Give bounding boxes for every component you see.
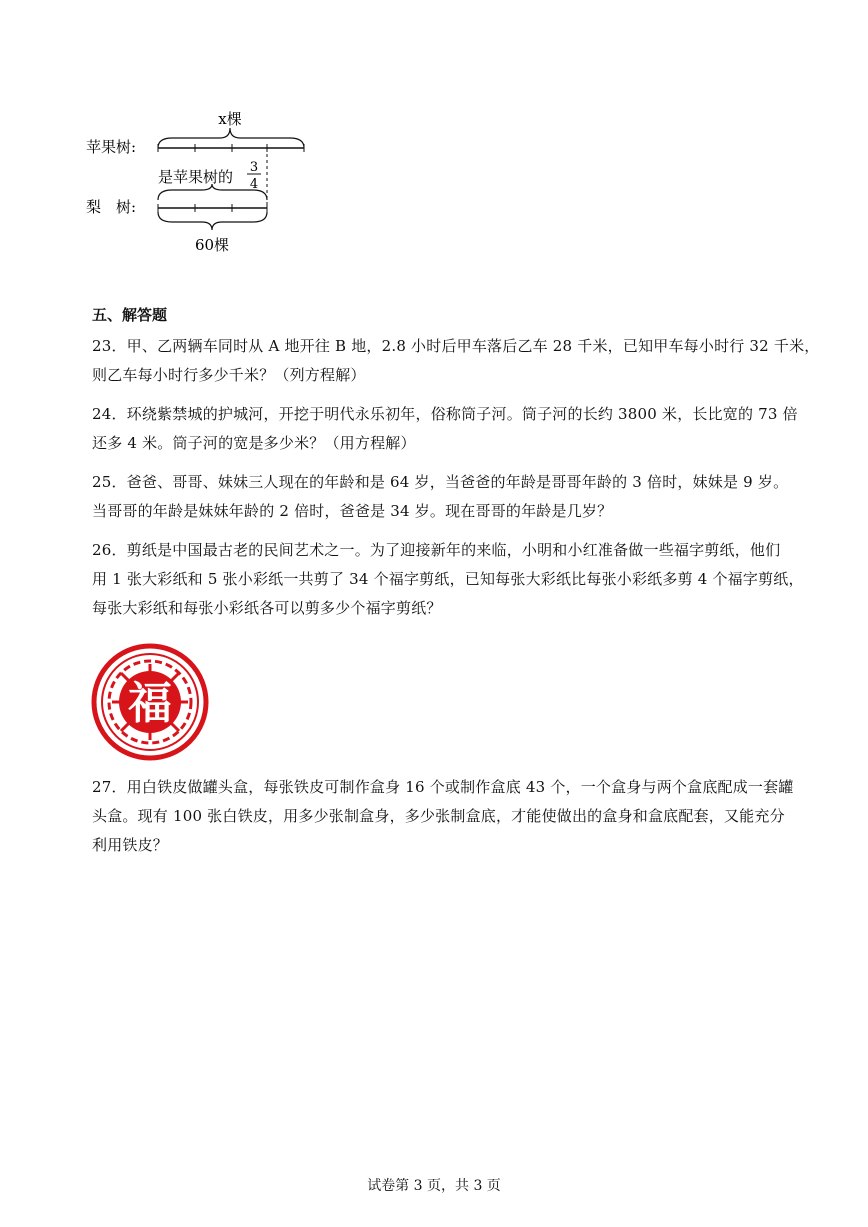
question-24-line-2: 还多 4 米。筒子河的宽是多少米？（用方程解） — [92, 434, 416, 452]
sixty-trees-label: 60棵 — [194, 236, 230, 254]
apple-tree-label: 苹果树: — [86, 138, 137, 156]
ratio-text: 是苹果树的 — [158, 168, 234, 186]
question-27-line-1: 27．用白铁皮做罐头盒，每张铁皮可制作盒身 16 个或制作盒底 43 个，一个盒身与两个盒底配成一套罐 — [92, 778, 794, 796]
question-26 — [92, 536, 804, 623]
section-title: 五、解答题 — [92, 306, 168, 324]
fraction-numerator: 3 — [249, 160, 259, 175]
pear-bottom-brace — [158, 212, 267, 230]
question-26-line-1: 26．剪纸是中国最古老的民间艺术之一。为了迎接新年的来临，小明和小红准备做一些福字剪纸，他们 — [92, 541, 781, 559]
question-24-line-1: 24．环绕紫禁城的护城河，开挖于明代永乐初年，俗称筒子河。筒子河的长约 3800 米，长比宽的 73 倍 — [92, 405, 798, 423]
question-24 — [92, 400, 798, 458]
fu-paper-cut-seal — [90, 642, 210, 762]
fraction-denominator: 4 — [249, 177, 259, 192]
question-27-line-3: 利用铁皮？ — [92, 836, 169, 854]
question-25-line-2: 当哥哥的年龄是妹妹年龄的 2 倍时，爸爸是 34 岁。现在哥哥的年龄是几岁？ — [92, 502, 613, 520]
question-23-line-2: 则乙车每小时行多少千米？（列方程解） — [92, 366, 366, 384]
fu-character: 福 — [128, 678, 172, 729]
page-footer: 试卷第 3 页，共 3 页 — [367, 1178, 501, 1194]
question-25-line-1: 25．爸爸、哥哥、妹妹三人现在的年龄和是 64 岁，当爸爸的年龄是哥哥年龄的 3 倍时，妹妹是 9 岁。 — [92, 473, 789, 491]
question-25 — [92, 468, 789, 526]
pear-tree-label: 梨 树: — [86, 198, 137, 216]
question-23 — [92, 332, 820, 390]
line-segment-diagram — [84, 104, 344, 264]
question-26-line-2: 用 1 张大彩纸和 5 张小彩纸一共剪了 34 个福字剪纸，已知每张大彩纸比每张小彩纸多剪 4 个福字剪纸， — [92, 570, 804, 588]
question-23-line-1: 23．甲、乙两辆车同时从 A 地开往 B 地，2.8 小时后甲车落后乙车 28 千米，已知甲车每小时行 32 千米， — [92, 337, 820, 355]
question-27-line-2: 头盒。现有 100 张白铁皮，用多少张制盒身，多少张制盒底，才能使做出的盒身和盒底配套，又能充分 — [92, 807, 785, 825]
question-26-line-3: 每张大彩纸和每张小彩纸各可以剪多少个福字剪纸？ — [92, 599, 442, 617]
x-trees-label: x棵 — [218, 110, 242, 128]
apple-top-brace — [158, 128, 304, 148]
question-27 — [92, 773, 794, 860]
